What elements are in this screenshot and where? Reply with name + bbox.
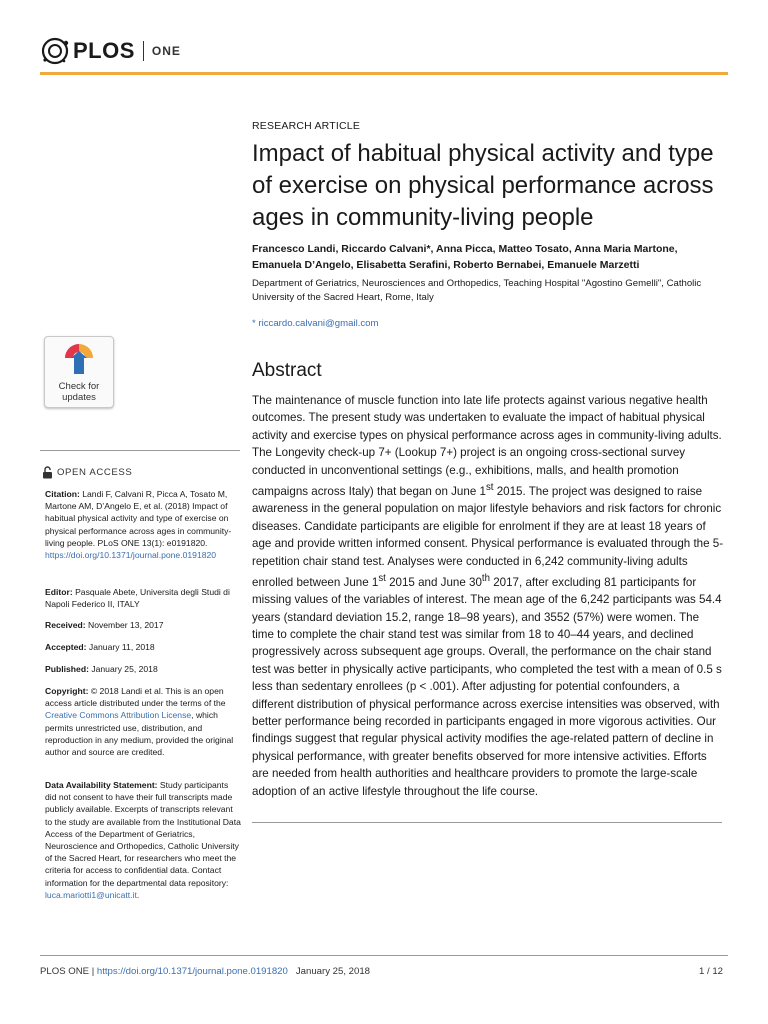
author-list [252,241,722,273]
check-for-updates-icon [63,342,95,376]
abstract-part-1: The maintenance of muscle function into late life protects against various negative health outcomes. The present study was undertaken to evaluate the impact of habitual physical activity and exercise types on physical performance across ages in community-living adults. The Longevity check-up 7+ (Lookup 7+) project is an ongoing cross-sectional survey conducted in unconventional settings (e.g., exhibitions, malls, and health promotion campaigns across Italy) that began on June 1 [252,394,722,498]
citation-text: Landi F, Calvani R, Picca A, Tosato M, Martone AM, D’Angelo E, et al. (2018) Impact of habitual physical activity and type of exercise on physical performance across ages in community-living people. PLoS ONE 13(1): e0191820. [45,489,232,548]
accepted-block [45,641,241,653]
copyright-label: Copyright: [45,686,89,696]
affiliation: Department of Geriatrics, Neurosciences and Orthopedics, Teaching Hospital "Agostino Gemelli", Catholic University of the Sacred Heart, Rome, Italy [252,278,702,303]
check-for-updates-badge[interactable] [44,336,114,408]
logo-separator [143,41,144,61]
editor-label: Editor: [45,587,73,597]
check-for-updates-line-1: Check for [58,381,100,392]
check-for-updates-line-2: updates [62,392,96,403]
accepted-date: January 11, 2018 [86,642,155,652]
plos-one-logo[interactable] [40,36,181,66]
email-link[interactable]: riccardo.calvani@gmail.com [258,318,379,329]
open-access-label: OPEN ACCESS [57,467,133,478]
received-date: November 13, 2017 [85,620,164,630]
open-lock-icon [42,466,53,479]
footer-doi-link[interactable]: https://doi.org/10.1371/journal.pone.0191820 [96,966,288,977]
article-title: Impact of habitual physical activity and type of exercise on physical performance across ages in community-living people [252,140,714,231]
data-availability-end: . [136,889,140,900]
copyright-text-2: , which permits unrestricted use, distribution, and reproduction in any medium, provided the original author and source are credited. [45,710,234,758]
abstract-sup-1: st [485,482,494,494]
footer-divider [40,955,728,956]
abstract-part-2: 2015. The project was designed to raise awareness in the general population on major lifestyle behaviors and risk factors for chronic diseases. Candidate participants are eligible for enrolment if they are at least 18 years of age and provide written informed consent. Physical performance is evaluated through the 5-repetition chair stand test. Analyses were conducted in 6,242 community-living adults enrolled between June 1 [252,484,724,589]
footer-date: January 25, 2018 [295,966,371,977]
plos-logo-icon [40,36,70,66]
abstract-text [252,392,724,800]
footer [40,966,370,977]
data-availability-label: Data Availability Statement: [45,780,158,790]
page-number: 1 / 12 [698,966,723,977]
sidebar-divider [40,450,240,451]
editor-text: Pasquale Abete, Universita degli Studi di Napoli Federico II, ITALY [45,587,230,610]
citation-label: Citation: [45,489,80,499]
published-date: January 25, 2018 [88,664,158,674]
email-prefix: * [252,318,259,329]
data-availability-block [45,779,241,901]
published-block [45,663,241,675]
journal-name: ONE [151,44,181,58]
copyright-text-1: © 2018 Landi et al. This is an open access article distributed under the terms of the [45,686,226,709]
header-divider [40,72,728,75]
data-repository-email-link[interactable]: luca.mariotti1@unicatt.it [45,889,137,900]
authors-line-1: Francesco Landi, Riccardo Calvani*, Anna Picca, Matteo Tosato, Anna Maria Martone, [252,243,678,255]
authors-line-2: Emanuela D’Angelo, Elisabetta Serafini, Roberto Bernabei, Emanuele Marzetti [252,259,640,271]
brand-name: PLOS [73,38,135,63]
editor-block [45,586,241,610]
copyright-block [45,685,241,758]
open-access-badge [42,466,132,479]
received-block [45,619,241,631]
citation-doi-link[interactable]: https://doi.org/10.1371/journal.pone.0191820 [45,550,217,561]
accepted-label: Accepted: [45,642,87,652]
abstract-heading: Abstract [252,360,322,381]
footer-journal: PLOS ONE [40,966,90,977]
abstract-sup-3: th [481,572,490,584]
abstract-part-4: 2017, after excluding 81 participants for missing values of the variables of interest. The mean age of the 6,242 participants was 54.4 years (standard deviation 15.2, range 18–98 years), and 3552 (57%) were women. The time to complete the chair stand test was similar from 18 to 40–44 years, and declined progressively across subsequent age groups. Overall, the performance on the chair stand test was better in physically active participants, who completed the test with a mean of 0.5 s less than sedentary enrollees (p < .001). After adjusting for potential confounders, a different distribution of physical performance across exercise intensities was observed, with better performance being recorded in participants engaged in more vigorous activities. Our findings suggest that regular physical activity modifies the age-related pattern of decline in physical performance, with greater benefits observed for more intensive activities. Efforts are needed from health authorities and healthcare providers to promote the large-scale adoption of an active lifestyle throughout the life course. [252,575,722,798]
cc-license-link[interactable]: Creative Commons Attribution License [45,710,192,721]
received-label: Received: [45,620,86,630]
abstract-divider [252,822,722,823]
abstract-sup-2: st [378,572,386,584]
corresponding-email [252,318,379,329]
citation-block [45,488,241,561]
published-label: Published: [45,664,89,674]
article-type: RESEARCH ARTICLE [252,120,361,132]
data-availability-text: Study participants did not consent to have their full transcripts made publicly available. Excerpts of transcripts relevant to the study are available from the Institutional Data Access of the Department of Geriatrics, Neuroscience and Orthopedics, Catholic University of the Sacred Heart, for researchers who meet the criteria for access to confidential data. Contact information for the departmental data repository: [45,780,241,888]
footer-separator: | [89,966,97,977]
abstract-part-3: 2015 and June 30 [385,575,482,589]
